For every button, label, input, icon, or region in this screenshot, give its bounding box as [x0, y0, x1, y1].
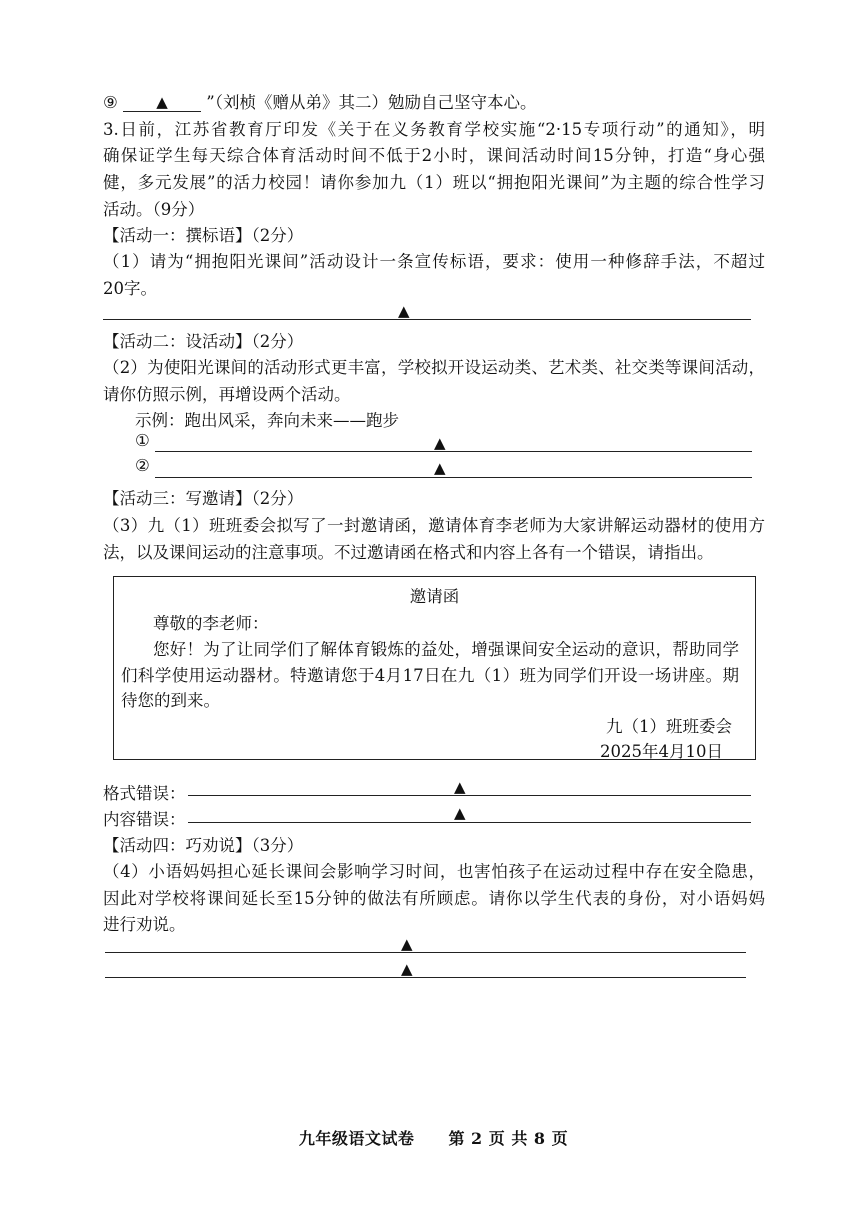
content-error-answer-line[interactable] — [188, 822, 751, 823]
letter-signer: 九（1）班班委会 — [606, 717, 732, 736]
q4-line-3: 进行劝说。 — [103, 915, 186, 934]
q3b-line-2: 法，以及课间运动的注意事项。不过邀请函在格式和内容上各有一个错误，请指出。 — [103, 543, 714, 562]
letter-date: 2025年4月10日 — [600, 742, 723, 761]
format-error-label: 格式错误： — [103, 784, 186, 803]
q3-intro-line-1: 3.日前，江苏省教育厅印发《关于在义务教育学校实施“2·15专项行动”的通知》，明 — [103, 120, 765, 139]
q2-line-2: 请你仿照示例，再增设两个活动。 — [103, 385, 351, 404]
blank-1-number: ① — [135, 431, 150, 450]
answer-marker-icon: ▲ — [434, 434, 446, 452]
item-9-number: ⑨ — [103, 93, 118, 112]
activity-2-heading: 【活动二：设活动】（2分） — [103, 332, 304, 351]
item-9-answer-blank[interactable] — [123, 92, 201, 112]
answer-marker-icon: ▲ — [401, 960, 413, 978]
activity-1-heading: 【活动一：撰标语】（2分） — [103, 226, 304, 245]
q2-line-1: （2）为使阳光课间的活动形式更丰富，学校拟开设运动类、艺术类、社交类等课间活动， — [103, 358, 765, 377]
answer-marker-icon: ▲ — [454, 778, 466, 796]
q3b-line-1: （3）九（1）班班委会拟写了一封邀请函，邀请体育李老师为大家讲解运动器材的使用方 — [103, 516, 765, 535]
item-9-text: ”（刘桢《赠从弟》其二）勉励自己坚守本心。 — [206, 93, 537, 112]
page-number: 第 2 页 共 8 页 — [448, 1129, 569, 1148]
content-error-label: 内容错误： — [103, 810, 186, 829]
format-error-answer-line[interactable] — [188, 795, 751, 796]
q1-line-2: 20字。 — [103, 279, 157, 298]
item-9-line — [103, 89, 536, 113]
q4-line-1: （4）小语妈妈担心延长课间会影响学习时间，也害怕孩子在运动过程中存在安全隐患， — [103, 862, 765, 881]
q1-line-1: （1）请为“拥抱阳光课间”活动设计一条宣传标语，要求：使用一种修辞手法，不超过 — [103, 252, 765, 271]
blank-2-number: ② — [135, 456, 150, 475]
answer-marker-icon: ▲ — [454, 804, 466, 822]
paper-title: 九年级语文试卷 — [298, 1129, 415, 1148]
q3-intro-line-2: 确保证学生每天综合体育活动时间不低于2小时，课间活动时间15分钟，打造“身心强 — [103, 146, 765, 165]
answer-marker-icon: ▲ — [398, 302, 410, 320]
letter-body-line-2: 们科学使用运动器材。特邀请您于4月17日在九（1）班为同学们开设一场讲座。期 — [121, 666, 739, 685]
letter-salutation: 尊敬的李老师： — [153, 614, 269, 633]
page-footer — [0, 1126, 867, 1149]
answer-marker-icon: ▲ — [434, 459, 446, 477]
blank-2-answer-line[interactable] — [155, 477, 752, 478]
q4-line-2: 因此对学校将课间延长至15分钟的做法有所顾虑。请你以学生代表的身份，对小语妈妈 — [103, 889, 765, 908]
answer-marker-icon: ▲ — [401, 935, 413, 953]
answer-marker-icon: ▲ — [156, 93, 168, 111]
letter-body-line-1: 您好！为了让同学们了解体育锻炼的益处，增强课间安全运动的意识，帮助同学 — [153, 640, 739, 659]
q1-answer-line[interactable] — [103, 319, 751, 320]
invitation-letter-box — [113, 576, 756, 760]
q2-example: 示例：跑出风采，奔向未来——跑步 — [135, 411, 399, 430]
q4-answer-line-1[interactable] — [105, 952, 746, 953]
q3-intro-line-3: 健，多元发展”的活力校园！请你参加九（1）班以“拥抱阳光课间”为主题的综合性学习 — [103, 173, 765, 192]
activity-3-heading: 【活动三：写邀请】（2分） — [103, 489, 304, 508]
q4-answer-line-2[interactable] — [105, 977, 746, 978]
q3-intro-line-4: 活动。（9分） — [103, 200, 205, 219]
blank-1-answer-line[interactable] — [155, 451, 752, 452]
letter-body-line-3: 待您的到来。 — [121, 691, 220, 710]
activity-4-heading: 【活动四：巧劝说】（3分） — [103, 836, 304, 855]
letter-title: 邀请函 — [409, 587, 460, 606]
